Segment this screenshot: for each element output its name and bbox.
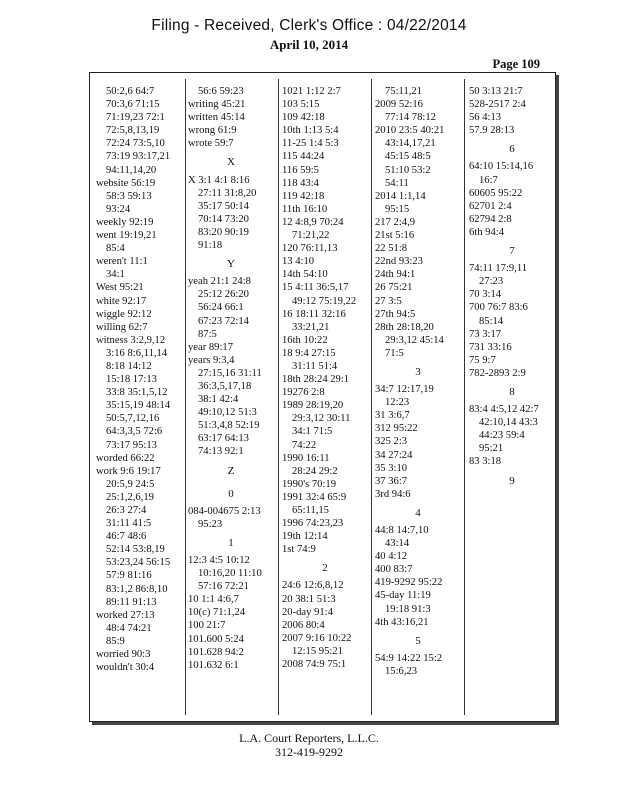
index-entry: 34:7 12:17,19	[375, 384, 434, 396]
index-entry: 18 9:4 27:15	[282, 347, 336, 359]
index-continuation: 72:5,8,13,19	[106, 125, 160, 137]
section-letter: X	[227, 156, 235, 169]
index-entry: 101.628 94:2	[188, 646, 244, 658]
index-entry: worked 27:13	[96, 609, 155, 621]
index-entry: 1991 32:4 65:9	[282, 491, 347, 503]
index-continuation: 34:1 71:5	[292, 426, 333, 438]
index-continuation: 51:3,4,8 52:19	[198, 420, 260, 432]
index-continuation: 94:11,14,20	[106, 164, 157, 176]
index-continuation: 45:15 48:5	[385, 151, 431, 163]
index-entry: 22nd 93:23	[375, 256, 423, 268]
index-continuation: 57:9 81:16	[106, 570, 152, 582]
section-letter: 0	[228, 487, 234, 500]
index-entry: 731 33:16	[469, 341, 512, 353]
index-continuation: 93:24	[106, 203, 131, 215]
index-continuation: 85:14	[479, 315, 504, 327]
index-entry: 16th 10:22	[282, 334, 328, 346]
index-continuation: 85:9	[106, 635, 125, 647]
index-continuation: 29:3,12 30:11	[292, 413, 351, 425]
index-continuation: 43:14,17,21	[385, 138, 436, 150]
index-continuation: 50:5,7,12,16	[106, 413, 160, 425]
index-continuation: 74:22	[292, 439, 317, 451]
index-continuation: 35:17 50:14	[198, 200, 249, 212]
index-continuation: 56:24 66:1	[198, 302, 244, 314]
index-continuation: 53:23,24 56:15	[106, 557, 171, 569]
index-continuation: 64:3,3,5 72:6	[106, 426, 163, 438]
footer-phone: 312-419-9292	[275, 745, 343, 759]
section-letter: 4	[415, 506, 421, 519]
index-entry: writing 45:21	[188, 99, 246, 111]
index-entry: 10 1:1 4:6,7	[188, 594, 239, 606]
index-continuation: 38:1 42:4	[198, 394, 239, 406]
index-entry: 2006 80:4	[282, 619, 325, 631]
index-entry: 11th 16:10	[282, 203, 328, 215]
index-entry: 57.9 28:13	[469, 125, 515, 137]
index-entry: 119 42:18	[282, 190, 325, 202]
index-entry: 4th 43:16,21	[375, 616, 429, 628]
index-continuation: 73:19 93:17,21	[106, 151, 171, 163]
index-entry: 18th 28:24 29:1	[282, 374, 350, 386]
index-continuation: 71:5	[385, 347, 404, 359]
index-entry: 16 18:11 32:16	[282, 308, 346, 320]
index-continuation: 34:1	[106, 269, 125, 281]
index-entry: 11-25 1:4 5:3	[282, 138, 339, 150]
index-entry: 54:9 14:22 15:2	[375, 652, 443, 664]
index-continuation: 42:10,14 43:3	[479, 417, 538, 429]
index-continuation: 58:3 59:13	[106, 190, 152, 202]
index-entry: 6th 94:4	[469, 226, 505, 238]
footer-company: L.A. Court Reporters, L.L.C.	[239, 731, 379, 745]
index-entry: witness 3:2,9,12	[96, 334, 166, 346]
index-entry: 419-9292 95:22	[375, 577, 443, 589]
index-entry: 109 42:18	[282, 112, 325, 124]
index-entry: 50 3:13 21:7	[469, 86, 523, 97]
index-continuation: 29:3,12 45:14	[385, 334, 444, 346]
index-entry: 120 76:11,13	[282, 243, 338, 255]
index-entry: 400 83:7	[375, 564, 413, 576]
index-entry: 24th 94:1	[375, 269, 416, 281]
index-entry: 100 21:7	[188, 620, 226, 632]
index-continuation: 12:23	[385, 397, 410, 409]
page-number: Page 109	[492, 57, 540, 71]
index-entry: weren't 11:1	[96, 256, 148, 268]
column-divider	[185, 79, 186, 715]
index-continuation: 91:18	[198, 240, 223, 252]
index-continuation: 48:4 74:21	[106, 622, 152, 634]
index-entry: 26 75:21	[375, 282, 413, 294]
index-continuation: 95:15	[385, 203, 410, 215]
index-entry: 21st 5:16	[375, 230, 415, 242]
index-entry: 13 4:10	[282, 256, 315, 268]
index-continuation: 95:21	[479, 443, 504, 455]
index-entry: 19th 12:14	[282, 531, 328, 543]
index-entry: went 19:19,21	[96, 230, 157, 242]
index-entry: 12:3 4:5 10:12	[188, 555, 250, 566]
index-continuation: 27:11 31:8,20	[198, 187, 257, 199]
index-entry: 83 3:18	[469, 456, 502, 468]
index-continuation: 3:16 8:6,11,14	[106, 347, 168, 359]
index-continuation: 95:23	[198, 518, 223, 530]
index-entry: 101.600 5:24	[188, 633, 244, 645]
index-entry: 101.632 6:1	[188, 659, 239, 671]
index-entry: 3rd 94:6	[375, 488, 411, 500]
section-letter: 2	[322, 562, 328, 575]
index-entry: 19276 2:8	[282, 387, 325, 399]
index-entry: 45-day 11:19	[375, 590, 431, 602]
index-entry: 15 4:11 36:5,17	[282, 282, 349, 294]
index-entry: 14th 54:10	[282, 269, 328, 281]
index-continuation: 31:11 41:5	[106, 518, 152, 530]
index-entry: 2009 52:16	[375, 99, 423, 111]
index-continuation: 49:10,12 51:3	[198, 407, 257, 419]
index-entry: 37 36:7	[375, 475, 408, 487]
column-divider	[464, 79, 465, 715]
index-entry: wrote 59:7	[188, 138, 234, 150]
index-entry: 73 3:17	[469, 328, 502, 340]
section-letter: Y	[227, 258, 235, 271]
index-entry: 118 43:4	[282, 177, 319, 189]
index-entry: West 95:21	[96, 282, 144, 294]
index-continuation: 85:4	[106, 243, 125, 255]
index-entry: weekly 92:19	[96, 216, 154, 228]
index-continuation: 15:6,23	[385, 665, 418, 677]
index-entry: written 45:14	[188, 112, 245, 124]
index-continuation: 65:11,15	[292, 505, 329, 516]
index-entry: 325 2:3	[375, 436, 408, 448]
index-continuation: 54:11	[385, 177, 409, 189]
index-continuation: 67:23 72:14	[198, 315, 249, 327]
index-continuation: 70:14 73:20	[198, 213, 249, 225]
index-entry: 700 76:7 83:6	[469, 302, 528, 314]
column-divider	[371, 79, 372, 715]
index-continuation: 27:23	[479, 276, 504, 288]
index-entry: 22 51:8	[375, 243, 408, 255]
index-entry: 217 2:4,9	[375, 216, 416, 228]
index-entry: 35 3:10	[375, 462, 408, 474]
index-continuation: 26:3 27:4	[106, 505, 147, 516]
index-entry: 1st 74:9	[282, 544, 316, 556]
index-continuation: 50:2,6 64:7	[106, 86, 155, 97]
index-entry: 1021 1:12 2:7	[282, 86, 341, 97]
index-frame	[89, 72, 556, 722]
index-continuation: 19:18 91:3	[385, 603, 431, 615]
index-continuation: 25:12 26:20	[198, 289, 249, 301]
index-entry: 20 38:1 51:3	[282, 593, 336, 605]
index-continuation: 63:17 64:13	[198, 433, 249, 445]
index-entry: 70 3:14	[469, 289, 502, 301]
index-entry: 10(c) 71:1,24	[188, 607, 246, 619]
index-continuation: 43:14	[385, 538, 410, 550]
index-entry: 528-2517 2:4	[469, 99, 526, 111]
index-entry: 24:6 12:6,8,12	[282, 580, 344, 592]
index-continuation: 57:16 72:21	[198, 581, 249, 593]
index-entry: 27th 94:5	[375, 308, 416, 320]
index-entry: 312 95:22	[375, 423, 418, 435]
index-entry: 64:10 15:14,16	[469, 161, 534, 173]
index-entry: 116 59:5	[282, 164, 319, 176]
section-letter: 7	[509, 245, 515, 258]
section-letter: 9	[509, 474, 515, 487]
index-continuation: 46:7 48:6	[106, 531, 147, 543]
index-entry: 2007 9:16 10:22	[282, 632, 352, 644]
section-letter: 6	[509, 143, 515, 156]
index-continuation: 28:24 29:2	[292, 465, 338, 477]
index-continuation: 33:8 35:1,5,12	[106, 387, 168, 399]
index-entry: worded 66:22	[96, 452, 155, 464]
index-continuation: 83:1,2 86:8,10	[106, 583, 168, 595]
index-continuation: 8:18 14:12	[106, 360, 152, 372]
index-column-4	[375, 85, 461, 678]
index-continuation: 52:14 53:8,19	[106, 544, 165, 556]
index-entry: website 56:19	[96, 177, 156, 189]
index-continuation: 33:21,21	[292, 321, 330, 333]
index-continuation: 89:11 91:13	[106, 596, 157, 608]
index-column-1	[96, 85, 182, 674]
index-continuation: 77:14 78:12	[385, 112, 436, 124]
index-continuation: 35:15,19 48:14	[106, 400, 171, 412]
index-continuation: 16:7	[479, 174, 498, 186]
index-entry: 44:8 14:7,10	[375, 525, 429, 536]
index-continuation: 20:5,9 24:5	[106, 478, 155, 490]
index-entry: 62794 2:8	[469, 213, 512, 225]
index-entry: year 89:17	[188, 341, 234, 353]
index-entry: wouldn't 30:4	[96, 662, 155, 674]
index-entry: 20-day 91:4	[282, 606, 333, 618]
filing-stamp: Filing - Received, Clerk's Office : 04/22/2014	[151, 17, 467, 34]
index-entry: 28th 28:18,20	[375, 321, 434, 333]
index-continuation: 10:16,20 11:10	[198, 568, 262, 580]
index-column-2	[188, 85, 274, 672]
index-continuation: 83:20 90:19	[198, 226, 249, 238]
index-entry: 75 9:7	[469, 354, 496, 366]
index-entry: 103 5:15	[282, 99, 320, 111]
section-letter: 5	[415, 634, 421, 647]
index-entry: 084-004675 2:13	[188, 505, 261, 517]
index-column-5	[469, 85, 555, 492]
index-entry: yeah 21:1 24:8	[188, 276, 251, 288]
index-continuation: 27:15,16 31:11	[198, 367, 262, 379]
index-entry: white 92:17	[96, 295, 147, 307]
index-entry: 1996 74:23,23	[282, 518, 344, 530]
index-entry: 12 4:8,9 70:24	[282, 216, 344, 228]
section-letter: 1	[228, 536, 234, 549]
index-entry: 74:11 17:9,11	[469, 263, 528, 275]
index-entry: 1990's 70:19	[282, 478, 336, 490]
transcript-date: April 10, 2014	[269, 37, 349, 52]
index-continuation: 12:15 95:21	[292, 645, 343, 657]
index-entry: worried 90:3	[96, 649, 151, 661]
index-entry: willing 62:7	[96, 321, 148, 333]
index-continuation: 75:11,21	[385, 86, 422, 97]
index-entry: 2014 1:1,14	[375, 190, 426, 202]
index-entry: wrong 61:9	[188, 125, 237, 137]
index-entry: 1989 28:19,20	[282, 400, 344, 412]
index-entry: 31 3:6,7	[375, 410, 410, 422]
index-continuation: 15:18 17:13	[106, 374, 157, 386]
index-continuation: 56:6 59:23	[198, 86, 244, 97]
section-letter: Z	[227, 464, 235, 477]
index-entry: 10th 1:13 5:4	[282, 125, 339, 137]
index-continuation: 71:21,22	[292, 230, 330, 242]
index-continuation: 51:10 53:2	[385, 164, 431, 176]
index-continuation: 49:12 75:19,22	[292, 295, 357, 307]
section-letter: 3	[415, 365, 421, 378]
index-continuation: 44:23 59:4	[479, 430, 525, 442]
index-continuation: 25:1,2,6,19	[106, 491, 154, 503]
index-entry: X 3:1 4:1 8:16	[188, 174, 250, 186]
index-entry: years 9:3,4	[188, 354, 235, 366]
index-entry: work 9:6 19:17	[96, 465, 161, 477]
index-entry: 83:4 4:5,12 42:7	[469, 404, 539, 416]
index-continuation: 31:11 51:4	[292, 360, 338, 372]
column-divider	[278, 79, 279, 715]
index-continuation: 36:3,5,17,18	[198, 380, 252, 392]
index-column-3	[282, 85, 368, 671]
section-letter: 8	[509, 385, 515, 398]
index-continuation: 71:19,23 72:1	[106, 112, 165, 124]
index-continuation: 87:5	[198, 328, 217, 340]
index-continuation: 73:17 95:13	[106, 439, 157, 451]
index-entry: 782-2893 2:9	[469, 367, 526, 379]
index-entry: 34 27:24	[375, 449, 413, 461]
index-entry: 1990 16:11	[282, 452, 330, 464]
index-entry: 2010 23:5 40:21	[375, 125, 445, 137]
index-entry: 56 4:13	[469, 112, 502, 124]
index-entry: 2008 74:9 75:1	[282, 659, 347, 671]
index-continuation: 70:3,6 71:15	[106, 99, 160, 111]
index-entry: 62701 2:4	[469, 200, 512, 212]
index-entry: wiggle 92:12	[96, 308, 152, 320]
index-entry: 60605 95:22	[469, 187, 523, 199]
index-continuation: 72:24 73:5,10	[106, 138, 165, 150]
index-entry: 40 4:12	[375, 551, 408, 563]
index-continuation: 74:13 92:1	[198, 446, 244, 458]
index-entry: 27 3:5	[375, 295, 402, 307]
index-entry: 115 44:24	[282, 151, 325, 163]
